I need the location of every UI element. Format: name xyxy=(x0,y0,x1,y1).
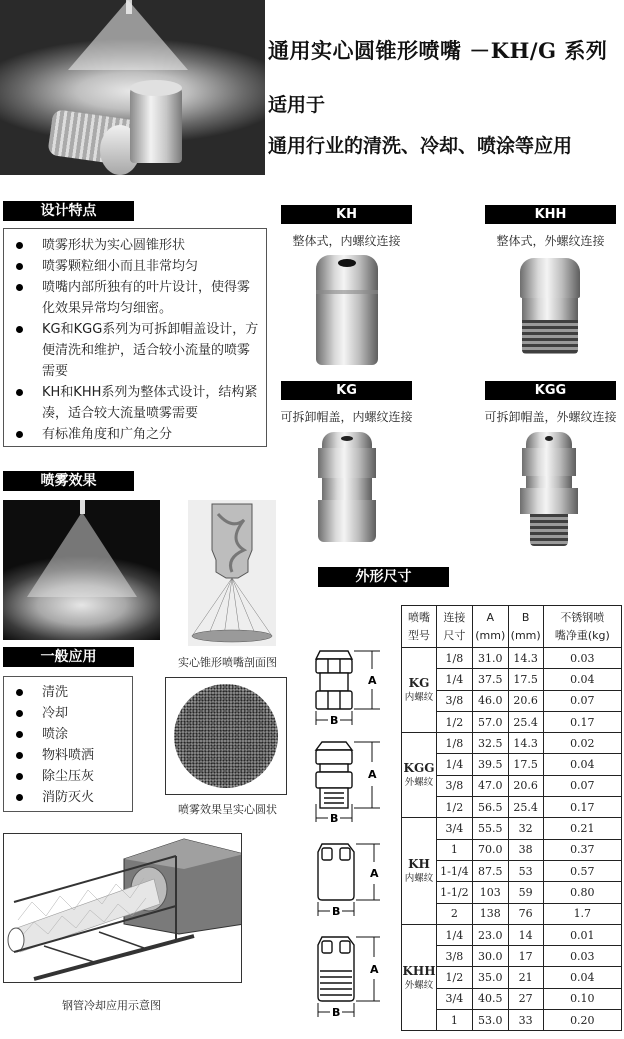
dim-b-cell: 21 xyxy=(508,967,543,988)
dim-a-cell: 57.0 xyxy=(472,711,508,732)
dim-b-cell: 32 xyxy=(508,818,543,839)
dim-b-cell: 33 xyxy=(508,1010,543,1031)
dim-a-cell: 32.5 xyxy=(472,733,508,754)
design-features-box xyxy=(3,228,267,447)
model-kgg-desc: 可拆卸帽盖，外螺纹连接 xyxy=(484,410,617,424)
thread-type: 内螺纹 xyxy=(404,873,434,885)
model-kgg-image xyxy=(520,432,578,546)
model-kh-heading: KH xyxy=(281,205,412,224)
dim-a-cell: 138 xyxy=(472,903,508,924)
dim-a-cell: 30.0 xyxy=(472,946,508,967)
applicable-text: 通用行业的清洗、冷却、喷涂等应用 xyxy=(268,135,573,157)
spray-pattern-image xyxy=(165,677,287,795)
model-kg-desc: 可拆卸帽盖，内螺纹连接 xyxy=(280,410,413,424)
weight-cell: 0.04 xyxy=(543,967,621,988)
dim-label-a: A xyxy=(368,768,377,781)
dim-b-cell: 14 xyxy=(508,924,543,945)
conn-size-cell: 1/4 xyxy=(436,669,472,690)
applications-box xyxy=(3,676,133,812)
page-title: 通用实心圆锥形喷嘴 －KH/G 系列 xyxy=(268,38,608,63)
dim-label-a: A xyxy=(368,674,377,687)
dim-a-cell: 39.5 xyxy=(472,754,508,775)
weight-cell: 0.80 xyxy=(543,882,621,903)
pipe-cooling-diagram xyxy=(3,833,242,983)
dim-a-cell: 23.0 xyxy=(472,924,508,945)
applications-heading: 一般应用 xyxy=(3,647,134,667)
dim-a-cell: 35.0 xyxy=(472,967,508,988)
table-row xyxy=(402,924,622,945)
thread-type: 外螺纹 xyxy=(404,777,434,789)
design-features-heading: 设计特点 xyxy=(3,201,134,221)
conn-size-cell: 1/8 xyxy=(436,733,472,754)
model-khh-image xyxy=(520,258,580,354)
dim-a-cell: 31.0 xyxy=(472,648,508,669)
weight-cell: 0.57 xyxy=(543,860,621,881)
nozzle-section-diagram xyxy=(188,500,276,646)
conn-size-cell: 1/2 xyxy=(436,797,472,818)
application-item: 消防灭火 xyxy=(12,787,126,808)
dim-a-cell: 37.5 xyxy=(472,669,508,690)
model-kgg-heading: KGG xyxy=(485,381,616,400)
conn-size-cell: 1 xyxy=(436,1010,472,1031)
model-kg-image xyxy=(318,432,376,542)
dim-label-b: B xyxy=(332,905,341,918)
spray-effect-heading: 喷雾效果 xyxy=(3,471,134,491)
dim-a-cell: 53.0 xyxy=(472,1010,508,1031)
hero-nozzle-photo xyxy=(0,0,265,175)
dim-b-cell: 27 xyxy=(508,988,543,1009)
dim-a-cell: 47.0 xyxy=(472,775,508,796)
dim-label-a: A xyxy=(370,963,379,976)
dim-label-a: A xyxy=(370,867,379,880)
weight-cell: 0.02 xyxy=(543,733,621,754)
conn-size-cell: 1/8 xyxy=(436,648,472,669)
conn-size-cell: 1/2 xyxy=(436,967,472,988)
conn-size-cell: 1-1/4 xyxy=(436,860,472,881)
weight-cell: 0.37 xyxy=(543,839,621,860)
dim-b-cell: 38 xyxy=(508,839,543,860)
dim-b-cell: 17.5 xyxy=(508,669,543,690)
feature-item: KG和KGG系列为可拆卸帽盖设计，方便清洗和维护，适合较小流量的喷雾需要 xyxy=(12,319,260,382)
model-cell xyxy=(402,924,437,1030)
weight-cell: 0.03 xyxy=(543,648,621,669)
dim-a-cell: 87.5 xyxy=(472,860,508,881)
model-khh-heading: KHH xyxy=(485,205,616,224)
application-item: 清洗 xyxy=(12,682,126,703)
weight-cell: 0.20 xyxy=(543,1010,621,1031)
model-name: KG xyxy=(408,676,430,691)
dim-b-cell: 59 xyxy=(508,882,543,903)
conn-size-cell: 3/4 xyxy=(436,818,472,839)
table-row xyxy=(402,818,622,839)
spray-pattern-caption: 喷雾效果呈实心圆状 xyxy=(178,803,277,816)
dim-b-cell: 14.3 xyxy=(508,648,543,669)
dim-label-b: B xyxy=(332,1006,341,1019)
weight-cell: 0.07 xyxy=(543,775,621,796)
weight-cell: 0.04 xyxy=(543,669,621,690)
conn-size-cell: 3/8 xyxy=(436,690,472,711)
application-item: 物料喷洒 xyxy=(12,745,126,766)
kgg-dimension-drawing xyxy=(312,738,382,828)
conn-size-cell: 3/8 xyxy=(436,946,472,967)
feature-item: KH和KHH系列为整体式设计，结构紧凑，适合较大流量喷雾需要 xyxy=(12,382,260,424)
dim-b-cell: 17 xyxy=(508,946,543,967)
kg-dimension-drawing xyxy=(312,645,382,735)
dim-a-cell: 46.0 xyxy=(472,690,508,711)
dim-a-cell: 40.5 xyxy=(472,988,508,1009)
model-cell xyxy=(402,733,437,818)
dim-label-b: B xyxy=(330,812,339,825)
dim-a-cell: 56.5 xyxy=(472,797,508,818)
dim-b-cell: 20.6 xyxy=(508,775,543,796)
weight-cell: 0.03 xyxy=(543,946,621,967)
dim-a-cell: 70.0 xyxy=(472,839,508,860)
spray-effect-photo xyxy=(3,500,160,640)
header-b: B (mm) xyxy=(508,606,543,648)
feature-item: 有标准角度和广角之分 xyxy=(12,424,260,445)
dimensions-heading: 外形尺寸 xyxy=(318,567,449,587)
thread-type: 外螺纹 xyxy=(404,979,434,991)
weight-cell: 0.10 xyxy=(543,988,621,1009)
weight-cell: 0.17 xyxy=(543,711,621,732)
header-model: 喷嘴 型号 xyxy=(402,606,437,648)
conn-size-cell: 1-1/2 xyxy=(436,882,472,903)
feature-item: 喷嘴内部所独有的叶片设计，使得雾化效果异常均匀细密。 xyxy=(12,277,260,319)
application-item: 喷涂 xyxy=(12,724,126,745)
dim-b-cell: 25.4 xyxy=(508,797,543,818)
model-name: KH xyxy=(408,857,430,872)
weight-cell: 0.01 xyxy=(543,924,621,945)
model-kh-desc: 整体式，内螺纹连接 xyxy=(292,234,401,248)
conn-size-cell: 1 xyxy=(436,839,472,860)
dim-label-b: B xyxy=(330,714,339,727)
conn-size-cell: 1/4 xyxy=(436,754,472,775)
table-row xyxy=(402,648,622,669)
dim-b-cell: 14.3 xyxy=(508,733,543,754)
model-khh-desc: 整体式，外螺纹连接 xyxy=(496,234,605,248)
feature-item: 喷雾颗粒细小而且非常均匀 xyxy=(12,256,260,277)
model-cell xyxy=(402,818,437,924)
applicable-label: 适用于 xyxy=(268,94,326,116)
conn-size-cell: 3/8 xyxy=(436,775,472,796)
model-kg-heading: KG xyxy=(281,381,412,400)
dim-b-cell: 25.4 xyxy=(508,711,543,732)
feature-item: 喷雾形状为实心圆锥形状 xyxy=(12,235,260,256)
dim-b-cell: 20.6 xyxy=(508,690,543,711)
model-kh-image xyxy=(316,255,378,365)
dim-a-cell: 103 xyxy=(472,882,508,903)
dim-b-cell: 17.5 xyxy=(508,754,543,775)
header-a: A (mm) xyxy=(472,606,508,648)
weight-cell: 1.7 xyxy=(543,903,621,924)
application-item: 除尘压灰 xyxy=(12,766,126,787)
header-conn: 连接 尺寸 xyxy=(436,606,472,648)
application-item: 冷却 xyxy=(12,703,126,724)
table-header-row xyxy=(402,606,622,648)
dim-b-cell: 76 xyxy=(508,903,543,924)
weight-cell: 0.04 xyxy=(543,754,621,775)
conn-size-cell: 1/4 xyxy=(436,924,472,945)
dim-b-cell: 53 xyxy=(508,860,543,881)
model-name: KGG xyxy=(403,761,435,776)
model-cell xyxy=(402,648,437,733)
dim-a-cell: 55.5 xyxy=(472,818,508,839)
kh-dimension-drawing xyxy=(312,840,382,930)
conn-size-cell: 3/4 xyxy=(436,988,472,1009)
weight-cell: 0.17 xyxy=(543,797,621,818)
conn-size-cell: 1/2 xyxy=(436,711,472,732)
pipe-cooling-caption: 钢管冷却应用示意图 xyxy=(62,999,161,1012)
model-name: KHH xyxy=(402,963,436,978)
section-diagram-caption: 实心锥形喷嘴剖面图 xyxy=(178,656,277,669)
khh-dimension-drawing xyxy=(312,933,382,1023)
weight-cell: 0.21 xyxy=(543,818,621,839)
conn-size-cell: 2 xyxy=(436,903,472,924)
weight-cell: 0.07 xyxy=(543,690,621,711)
thread-type: 内螺纹 xyxy=(404,692,434,704)
header-weight: 不锈钢喷 嘴净重(kg) xyxy=(543,606,621,648)
spec-table xyxy=(401,605,622,1031)
table-row xyxy=(402,733,622,754)
